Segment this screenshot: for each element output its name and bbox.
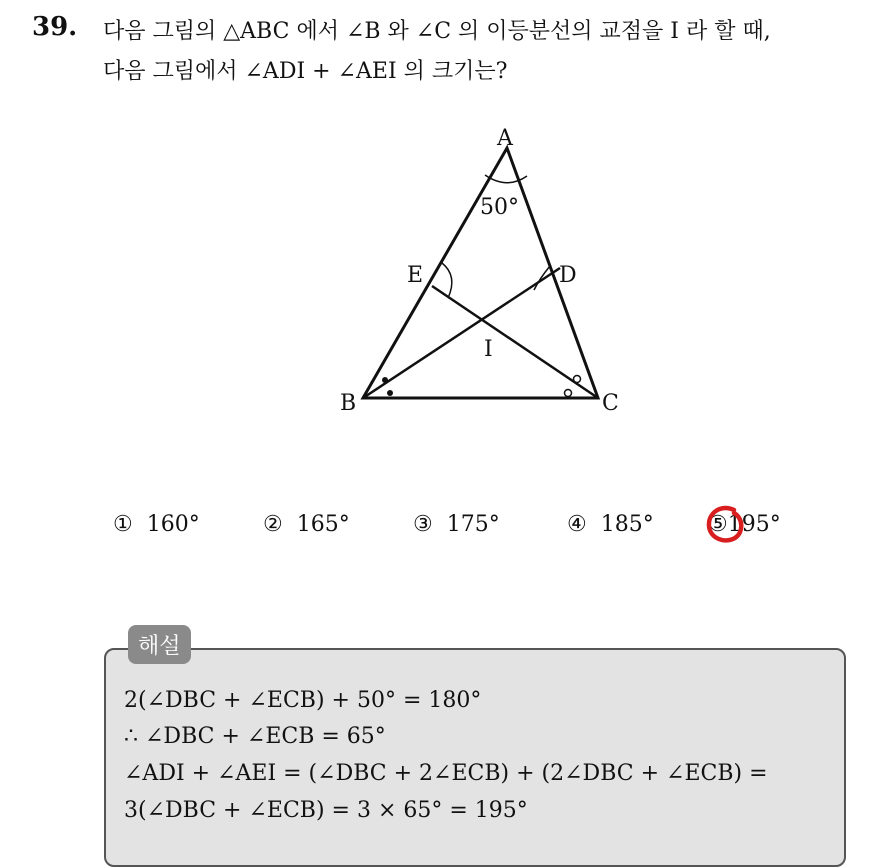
choice-value: 160°	[146, 512, 200, 537]
solution-line-4: 3(∠DBC + ∠ECB) = 3 × 65° = 195°	[124, 798, 528, 823]
solution-box	[104, 648, 846, 867]
triangle-figure	[330, 118, 640, 418]
choice-value: 195°	[727, 512, 781, 537]
choice-marker: ①	[113, 512, 133, 537]
angle-arc-d	[534, 266, 550, 290]
segment-ce	[432, 286, 598, 398]
angle-mark-b2	[387, 390, 393, 396]
angle-mark-b1	[382, 377, 388, 383]
label-c: C	[602, 391, 619, 416]
choice-marker: ④	[567, 512, 587, 537]
choice-1[interactable]	[113, 512, 200, 537]
choice-value: 185°	[600, 512, 654, 537]
segment-bd	[363, 268, 560, 398]
question-text-line-2: 다음 그림에서 ∠ADI + ∠AEI 의 크기는?	[103, 59, 508, 84]
label-i: I	[484, 337, 493, 362]
label-e: E	[407, 263, 424, 288]
choice-5[interactable]	[708, 512, 781, 537]
selected-answer-circle-icon	[704, 504, 746, 546]
label-a: A	[497, 126, 513, 151]
angle-label-a: 50°	[480, 195, 519, 220]
question-text-line-1: 다음 그림의 △ABC 에서 ∠B 와 ∠C 의 이등분선의 교점을 I 라 할 때,	[103, 19, 771, 44]
solution-line-2: ∴ ∠DBC + ∠ECB = 65°	[124, 724, 386, 749]
choice-4[interactable]	[567, 512, 654, 537]
solution-tag: 해설	[128, 625, 191, 664]
solution-line-1: 2(∠DBC + ∠ECB) + 50° = 180°	[124, 688, 482, 713]
choice-marker: ②	[263, 512, 283, 537]
question-number: 39.	[32, 12, 78, 42]
answer-choices	[0, 512, 884, 542]
label-b: B	[340, 391, 357, 416]
choice-value: 175°	[446, 512, 500, 537]
choice-value: 165°	[296, 512, 350, 537]
angle-mark-c2	[565, 390, 572, 397]
triangle-diagram	[330, 118, 640, 418]
choice-marker: ⑤	[708, 512, 728, 537]
label-d: D	[559, 263, 577, 288]
choice-3[interactable]	[413, 512, 500, 537]
choice-marker: ③	[413, 512, 433, 537]
choice-2[interactable]	[263, 512, 350, 537]
angle-mark-c1	[574, 376, 581, 383]
solution-line-3: ∠ADI + ∠AEI = (∠DBC + 2∠ECB) + (2∠DBC + ∠ECB) =	[124, 761, 768, 786]
